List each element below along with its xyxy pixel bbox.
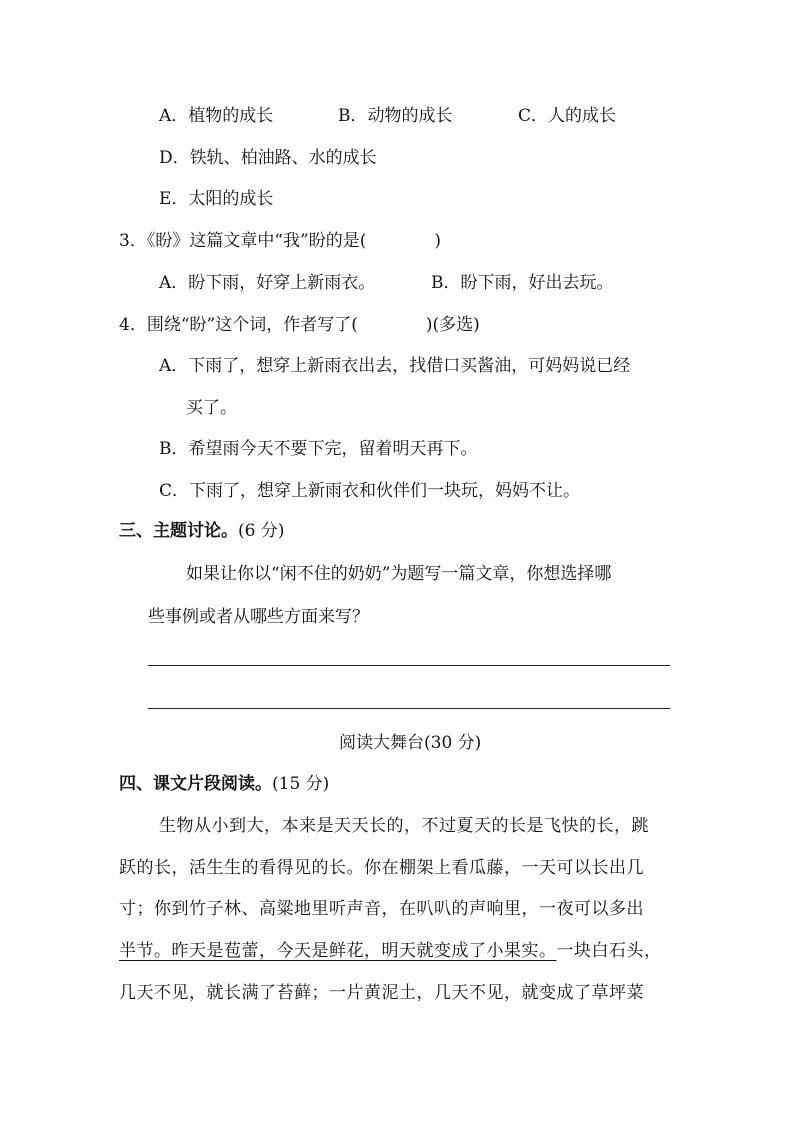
q4-stem: 4．围绕“盼”这个词，作者写了( )(多选) [119, 315, 480, 335]
passage-line-3: 寸；你到竹子林、高粱地里听声音，在叭叭的声响里，一夜可以多出 [119, 899, 644, 919]
q4-option-b: B．希望雨今天不要下完，留着明天再下。 [159, 439, 478, 459]
answer-line-2[interactable] [148, 708, 670, 709]
section4-score: (15 分) [272, 774, 330, 794]
passage-line-1: 生物从小到大，本来是天天长的，不过夏天的长是飞快的长，跳 [159, 816, 649, 836]
q3-option-b: B．盼下雨，好出去玩。 [431, 273, 614, 293]
q4-option-a-line2: 买了。 [186, 398, 237, 418]
q2-option-c: C．人的成长 [518, 106, 617, 126]
q4-option-a-line1: A．下雨了，想穿上新雨衣出去，找借口买酱油，可妈妈说已经 [159, 356, 631, 376]
passage-line-4 [119, 943, 662, 960]
section4-heading: 四、课文片段阅读。 [119, 774, 272, 794]
passage-line-2: 跃的长，活生生的看得见的长。你在棚架上看瓜藤，一天可以长出几 [119, 858, 644, 878]
underlined-sentence: 半节。昨天是苞蕾，今天是鲜花，明天就变成了小果实。 [119, 941, 557, 961]
q4-option-c: C．下雨了，想穿上新雨衣和伙伴们一块玩，妈妈不让。 [159, 481, 581, 501]
section3-heading-line [119, 523, 284, 540]
q2-option-b: B．动物的成长 [338, 106, 453, 126]
section3-heading: 三、主题讨论。 [119, 521, 238, 541]
section3-score: (6 分) [238, 521, 285, 541]
answer-line-1[interactable] [148, 665, 670, 666]
passage-line-4-rest: 一块白石头， [556, 941, 662, 961]
q2-option-a: A．植物的成长 [159, 106, 274, 126]
q3-stem: 3．《盼》这篇文章中“我”盼的是( ) [119, 231, 441, 251]
section3-prompt-line1: 如果让你以“闲不住的奶奶”为题写一篇文章，你想选择哪 [186, 564, 612, 584]
section4-heading-line [119, 776, 329, 793]
q3-option-a: A．盼下雨，好穿上新雨衣。 [159, 273, 376, 293]
section3-prompt-line2: 些事例或者从哪些方面来写？ [148, 607, 369, 627]
reading-stage-title: 阅读大舞台(30 分) [339, 733, 482, 753]
passage-line-5: 几天不见，就长满了苔藓；一片黄泥土，几天不见，就变成了草坪菜 [119, 983, 644, 1003]
q2-option-d: D．铁轨、柏油路、水的成长 [159, 148, 377, 168]
q2-option-e: E．太阳的成长 [159, 189, 274, 209]
